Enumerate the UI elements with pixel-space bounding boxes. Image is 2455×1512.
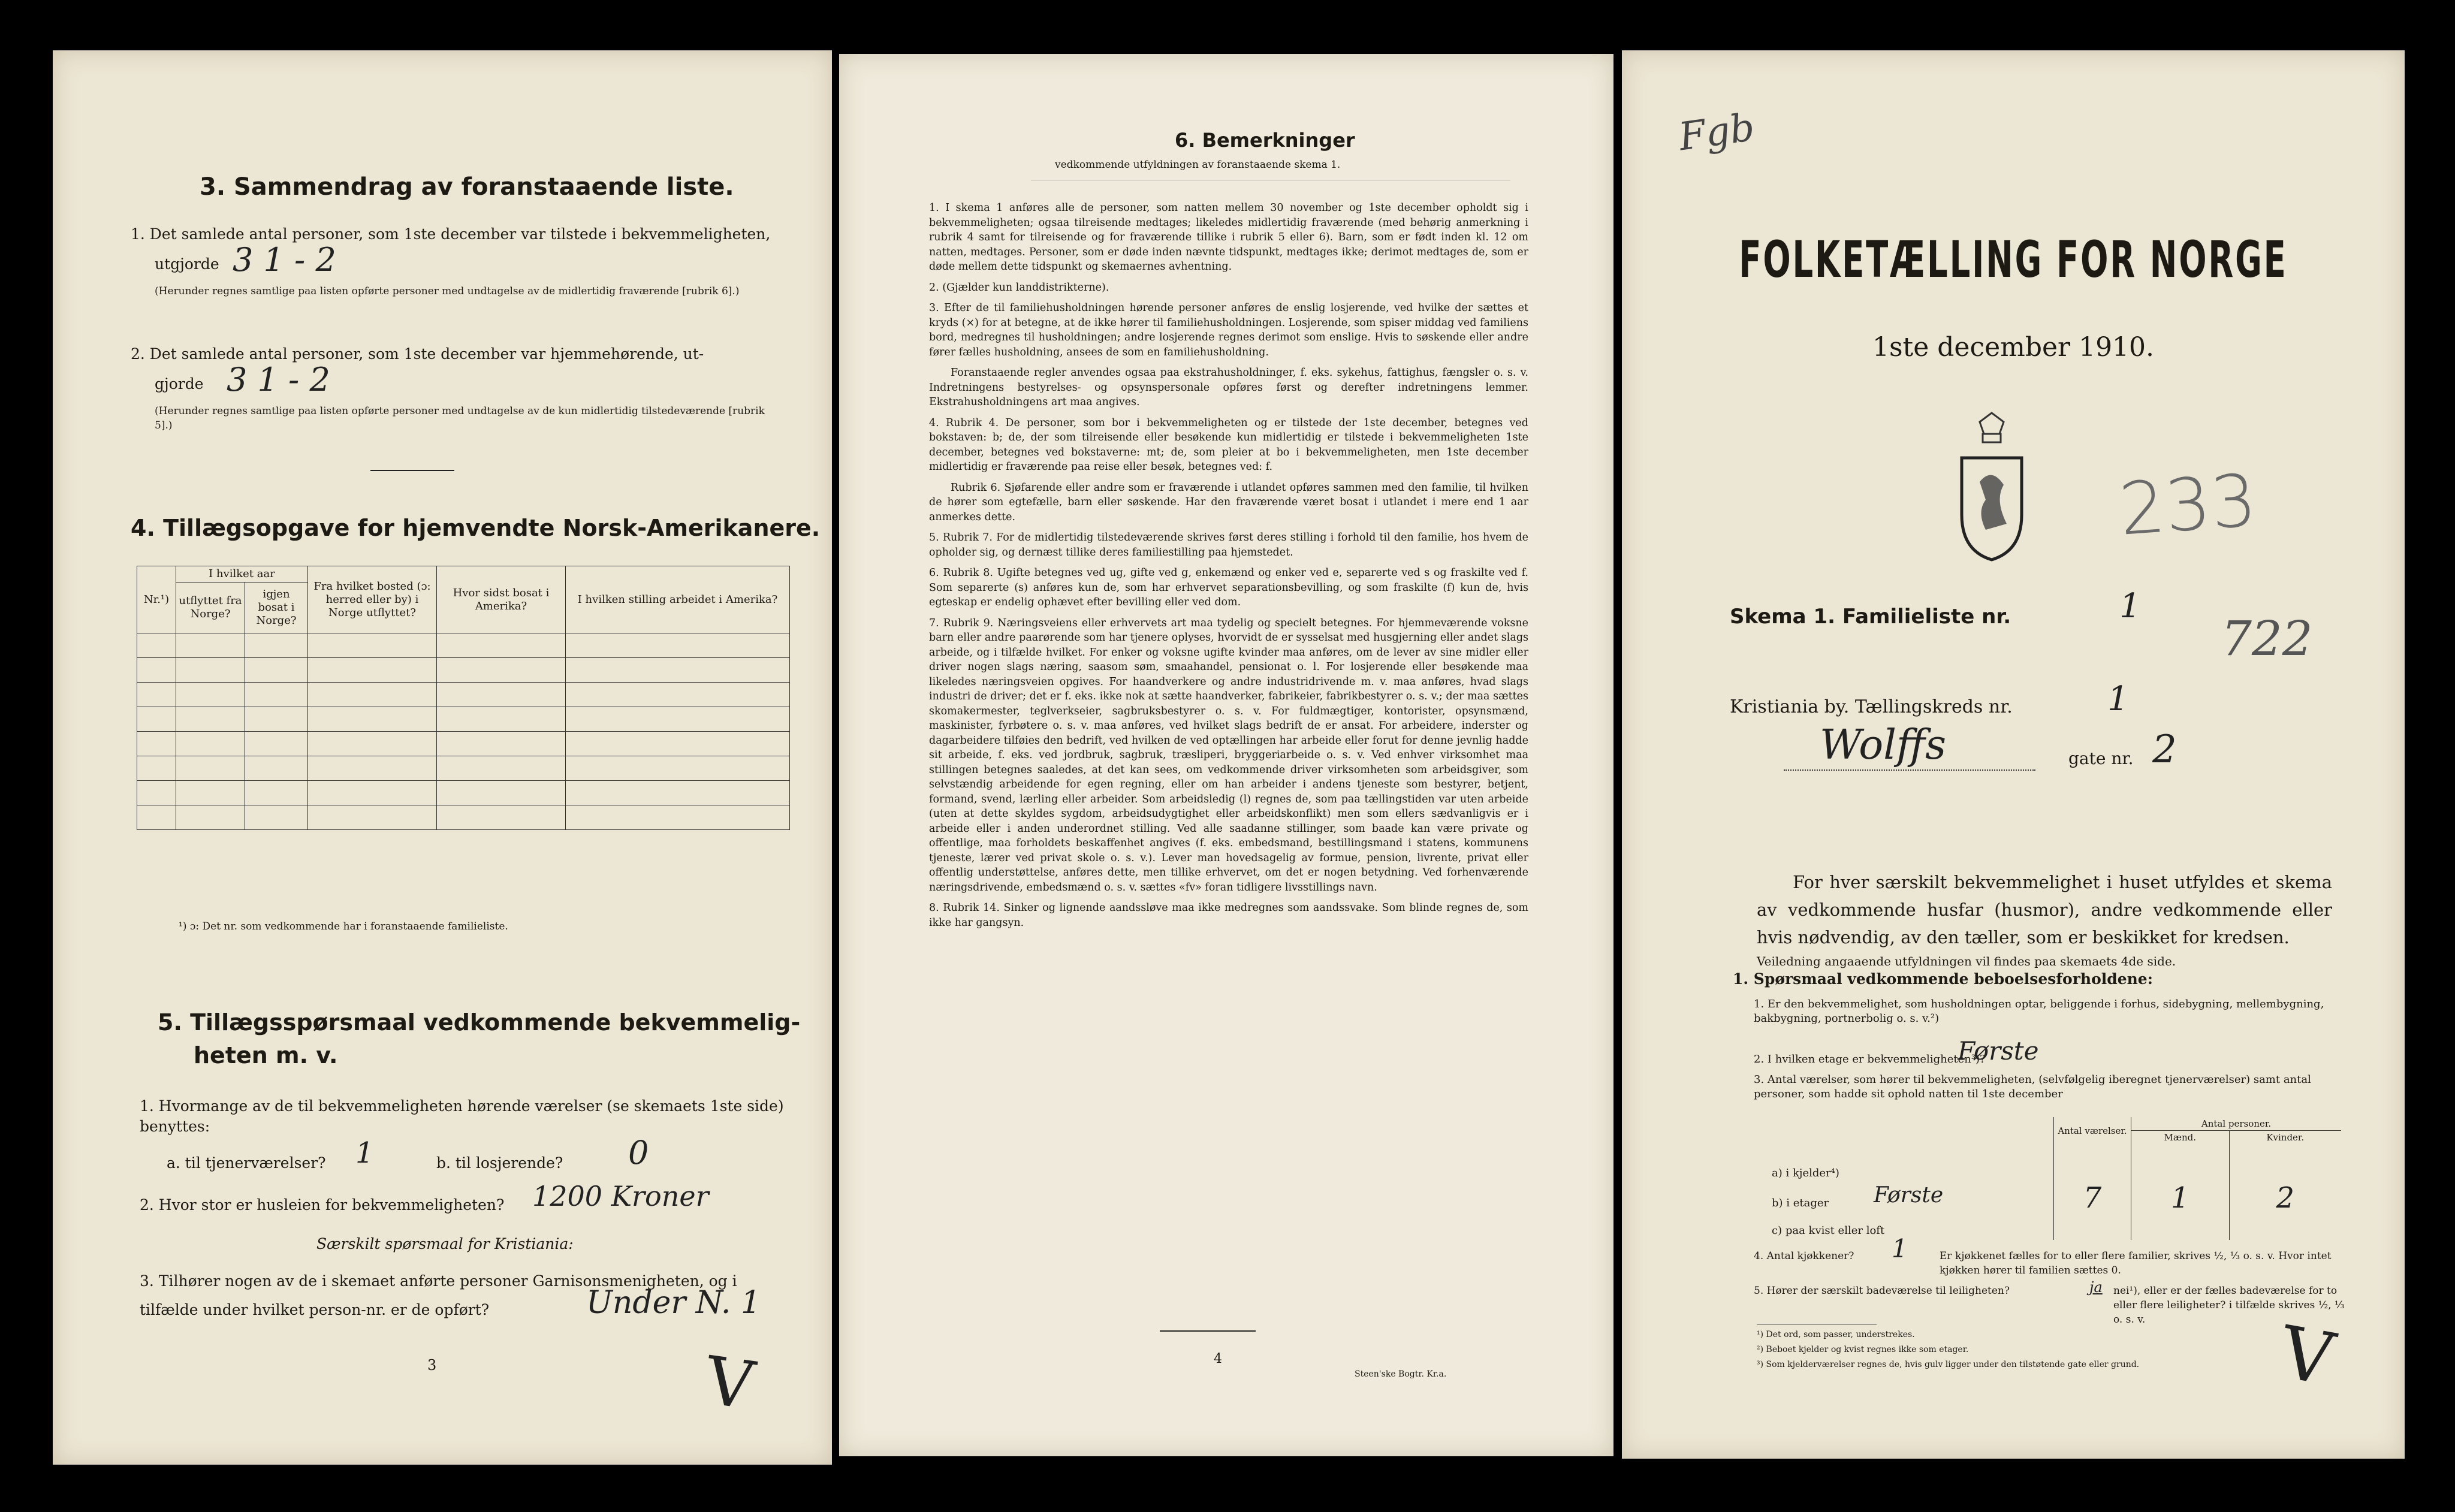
kjelder-maend bbox=[2131, 1144, 2230, 1180]
q5-bad: 5. Hører der særskilt badeværelse til leiligheten? bbox=[1754, 1285, 2010, 1297]
s5-q2-value: 1200 Kroner bbox=[532, 1180, 709, 1212]
col-stilling: I hvilken stilling arbeidet i Amerika? bbox=[566, 566, 790, 633]
q4-rest: Er kjøkkenet fælles for to eller flere familier, skrives ½, ⅓ o. s. v. Hvor intet kjøkken hører til familien sættes 0. bbox=[1940, 1250, 2332, 1276]
corner-mark: Fgb bbox=[1676, 105, 1757, 160]
s5-q1: 1. Hvormange av de til bekvemmeligheten hørende værelser (se skemaets 1ste side) benyttes: bbox=[140, 1097, 784, 1135]
norsk-amerikanere-table bbox=[137, 566, 790, 830]
bemerkning-5: 5. Rubrik 7. For de midlertidig tilstedeværende skrives først deres stilling i forhold til den familie, hos hvem de opholder sig, og dernæst tillike deres familiestilling paa hjemstedet. bbox=[929, 532, 1528, 559]
col-sidst: Hvor sidst bosat i Amerika? bbox=[437, 566, 566, 633]
extra-number: 722 bbox=[2221, 611, 2313, 666]
col-maend: Mænd. bbox=[2131, 1131, 2230, 1145]
divider bbox=[370, 470, 454, 471]
check-mark: V bbox=[2274, 1311, 2341, 1402]
coat-of-arms-icon bbox=[1953, 410, 2031, 566]
q3-vaerelser: 3. Antal værelser, som hører til bekvemmeligheten, (selvfølgelig iberegnet tjenerværelser) samt antal personer, som hadde sit ophold natten til 1ste december bbox=[1754, 1073, 2311, 1100]
bemerkning-3: 3. Efter de til familiehusholdningen hørende personer anføres de enslig losjerende, ved hvilke der sættes et kryds (×) for at betegne, at de ikke hører til familiehusholdningen. Losjerende, som spiser middag ved familiens bord, medregnes til husholdningen; andre losjerende regnes derimot som enslige. Hvis to søskende eller andre fører fælles husholdning, ansees de som en familiehusholdning. bbox=[929, 302, 1528, 358]
q1-text: 1. Det samlede antal personer, som 1ste december var tilstede i bekvemmeligheten, bbox=[131, 225, 771, 243]
q2-text: 2. Det samlede antal personer, som 1ste december var hjemmehørende, ut- bbox=[131, 345, 704, 363]
main-title: FOLKETÆLLING FOR NORGE bbox=[1739, 230, 2288, 289]
col-nr: Nr.¹) bbox=[137, 566, 176, 633]
q2-gjorde: gjorde bbox=[155, 375, 204, 393]
table-row bbox=[137, 707, 790, 732]
col-personer: Antal personer. bbox=[2131, 1117, 2342, 1131]
kristiania-label: Kristiania by. Tællingskreds nr. bbox=[1730, 696, 2013, 717]
check-mark: V bbox=[701, 1342, 759, 1425]
s5-q1b-value: 0 bbox=[628, 1134, 649, 1172]
col-fra: Fra hvilket bosted (ɔ: herred eller by) i Norge utflyttet? bbox=[308, 566, 437, 633]
page-middle bbox=[839, 54, 1613, 1456]
col-vaerelser: Antal værelser. bbox=[2054, 1117, 2131, 1144]
divider bbox=[1160, 1330, 1256, 1332]
table-row bbox=[137, 633, 790, 658]
table-row bbox=[137, 781, 790, 805]
printer-imprint: Steen'ske Bogtr. Kr.a. bbox=[1355, 1369, 1447, 1379]
q4-kjokkener: 4. Antal kjøkkener? bbox=[1754, 1250, 1854, 1262]
col-utflyttet: utflyttet fra Norge? bbox=[176, 583, 245, 633]
row-kvist-label: c) paa kvist eller loft bbox=[1772, 1224, 1885, 1237]
s5-q1a-value: 1 bbox=[355, 1136, 374, 1170]
row-etager-label: b) i etager bbox=[1772, 1197, 1829, 1209]
familieliste-nr: 1 bbox=[2119, 587, 2141, 626]
gate-label: gate nr. bbox=[2068, 749, 2134, 768]
intro-text: For hver særskilt bekvemmelighet i huset utfyldes et skema av vedkommende husfar (husmor), andre vedkommende eller hvis nødvendig, av den tæller, som er beskikket for kredsen. bbox=[1757, 872, 2332, 947]
section-3-title: 3. Sammendrag av foranstaaende liste. bbox=[200, 173, 734, 201]
table-row bbox=[137, 805, 790, 830]
page-right-cover bbox=[1622, 50, 2405, 1459]
bemerkning-6: 6. Rubrik 8. Ugifte betegnes ved ug, gifte ved g, enkemænd og enker ved e, separerte ved s og fraskilte ved f. Som separerte (s) anføres kun de, som har erhvervet separationsbevilling, og som fraskilte (f) kun de, hvis egteskap er endelig ophævet efter bevilling eller ved dom. bbox=[929, 567, 1528, 608]
s5-q1b: b. til losjerende? bbox=[436, 1154, 563, 1172]
table-row bbox=[2054, 1216, 2342, 1240]
s5-q3-value: Under N. 1 bbox=[586, 1285, 761, 1321]
q1-note: (Herunder regnes samtlige paa listen opførte personer med undtagelse av de midlertidig fraværende [rubrik 6].) bbox=[155, 285, 740, 297]
bemerkninger-subtitle: vedkommende utfyldningen av foranstaaende skema 1. bbox=[1055, 159, 1341, 171]
table-row bbox=[137, 732, 790, 756]
kvist-kvinder bbox=[2229, 1216, 2341, 1240]
s5-special: Særskilt spørsmaal for Kristiania: bbox=[316, 1235, 574, 1253]
table-row bbox=[137, 756, 790, 781]
q2-etage: 2. I hvilken etage er bekvemmeligheten³)? bbox=[1754, 1053, 1986, 1066]
table-footnote: ¹) ɔ: Det nr. som vedkommende har i foranstaaende familieliste. bbox=[179, 921, 508, 932]
etager-kvinder: 2 bbox=[2229, 1180, 2341, 1216]
table-row bbox=[2054, 1144, 2342, 1180]
guide-text: Veiledning angaaende utfyldningen vil findes paa skemaets 4de side. bbox=[1757, 954, 2176, 968]
section-5-title-1: 5. Tillægsspørsmaal vedkommende bekvemmelig- bbox=[158, 1009, 801, 1036]
bemerkninger-title: 6. Bemerkninger bbox=[1175, 129, 1355, 152]
s5-q2: 2. Hvor stor er husleien for bekvemmeligheten? bbox=[140, 1196, 505, 1214]
kvist-maend bbox=[2131, 1216, 2230, 1240]
rooms-persons-table bbox=[2053, 1117, 2341, 1240]
bemerkninger-body bbox=[929, 201, 1528, 936]
bemerkning-2: 2. (Gjælder kun landdistrikterne). bbox=[929, 281, 1109, 294]
s5-q1a: a. til tjenerværelser? bbox=[167, 1154, 326, 1172]
skema-label: Skema 1. Familieliste nr. bbox=[1730, 605, 2011, 629]
footnote-3: ³) Som kjelderværelser regnes de, hvis gulv ligger under den tilstøtende gate eller grund. bbox=[1757, 1360, 2140, 1369]
street-name: Wolffs bbox=[1820, 722, 1947, 769]
q5-value: ja bbox=[2089, 1279, 2103, 1296]
q5-rest: nei¹), eller er der fælles badeværelse for to eller flere leiligheter? i tilfælde skrives ½, ⅓ o. s. v. bbox=[2113, 1285, 2345, 1326]
etager-maend: 1 bbox=[2131, 1180, 2230, 1216]
gate-nr: 2 bbox=[2152, 728, 2177, 772]
section-4-title: 4. Tillægsopgave for hjemvendte Norsk-Amerikanere. bbox=[131, 515, 821, 541]
col-igjen: igjen bosat i Norge? bbox=[245, 583, 308, 633]
table-row bbox=[137, 658, 790, 683]
q1-utgjorde: utgjorde bbox=[155, 255, 219, 273]
bemerkning-4: 4. Rubrik 4. De personer, som bor i bekvemmeligheten og er tilstede der 1ste december, betegnes ved bokstaven: b; de, der som tilreisende eller besøkende kun midlertidig er tilstede i bekvemmeligheten 1ste december, betegnes ved bokstaverne: mt; de, som pleier at bo i bekvemmeligheten, men 1ste december midlertidig er fraværende paa reise eller besøk, betegnes ved: f. bbox=[929, 417, 1528, 473]
stamp-number: 233 bbox=[2116, 459, 2260, 552]
col-kvinder: Kvinder. bbox=[2229, 1131, 2341, 1145]
etager-vaerelser: 7 bbox=[2054, 1180, 2131, 1216]
q2-value: 3 1 - 2 bbox=[227, 361, 330, 399]
footnote-1: ¹) Det ord, som passer, understrekes. bbox=[1757, 1330, 1915, 1339]
kjelder-vaerelser bbox=[2054, 1144, 2131, 1180]
census-date: 1ste december 1910. bbox=[1872, 332, 2155, 363]
page-number: 3 bbox=[427, 1357, 437, 1374]
page-left bbox=[53, 50, 832, 1465]
street-dotline bbox=[1784, 769, 2035, 772]
bemerkning-4b: Rubrik 6. Sjøfarende eller andre som er fraværende i utlandet opføres sammen med den familie, til hvilken de hører som egtefælle, barn eller søskende. Har den fraværende været bosat i utlandet i mere end 1 aar anmerkes dette. bbox=[929, 481, 1528, 523]
section-5-title-2: heten m. v. bbox=[194, 1042, 338, 1069]
questions-head: 1. Spørsmaal vedkommende beboelsesforholdene: bbox=[1733, 970, 2153, 988]
q4-value: 1 bbox=[1892, 1234, 1908, 1263]
table-row bbox=[137, 683, 790, 707]
bemerkning-3b: Foranstaaende regler anvendes ogsaa paa ekstrahusholdninger, f. eks. sykehus, fattighus, fængsler o. s. v. Indretningens bestyrelses- og opsynspersonale opføres først og derefter indretningens lemmer. Ekstrahusholdningens art maa angives. bbox=[929, 367, 1528, 408]
page-number: 4 bbox=[1214, 1351, 1222, 1366]
bemerkning-8: 8. Rubrik 14. Sinker og lignende aandssløve maa ikke medregnes som aandssvake. Som blinde regnes de, som ikke har gangsyn. bbox=[929, 902, 1528, 929]
q2-note: (Herunder regnes samtlige paa listen opførte personer med undtagelse av de kun midlertidig tilstedeværende [rubrik 5].) bbox=[155, 405, 765, 431]
row-etager-value: Første bbox=[1874, 1183, 1944, 1208]
col-aar: I hvilket aar bbox=[176, 566, 308, 583]
table-row bbox=[2054, 1180, 2342, 1216]
bemerkning-7: 7. Rubrik 9. Næringsveiens eller erhvervets art maa tydelig og specielt betegnes. For hjemmeværende voksne barn eller andre paarørende som har tjenere oplyses, hvorvidt de er sysselsat med husgjerning eller andet slags arbeide, og i tilfælde hvilket. For enker og voksne ugifte kvinder maa anføres, om de lever av sine midler eller driver nogen slags næring, saasom søm, smaahandel, pensionat o. l. For losjerende eller besøkende maa likeledes næringsveien opgives. For haandverkere og andre industridrivende m. v. maa anføres, hvad slags industri de driver; det er f. eks. ikke nok at sætte haandverker, fabrikeier, fabrikbestyrer o. s. v.; der maa sættes skomakermester, teglverkseier, sagbruksbestyrer o. s. v. For fuldmægtiger, kontorister, opsynsmænd, maskinister, fyrbøtere o. s. v. maa anføres, ved hvilket slags bedrift de er ansat. For arbeidere, inderster og dagarbeidere tilføies den bedrift, ved hvilken de ved optællingen har arbeide eller forut for denne jevnlig hadde sit arbeide, f. eks. ved jordbruk, sagbruk, træsliperi, bryggeriarbeide o. s. v. Ved enhver virksomhet maa stillingen betegnes saaledes, at det kan sees, om vedkommende driver virksomheten som arbeidsgiver, som selvstændig arbeidende for egen regning, eller om han arbeider i andens tjeneste som bestyrer, betjent, formand, svend, lærling eller arbeider. Som arbeidsledig (l) regnes de, som paa tællingstiden var uten arbeide (uten at dette skyldes sygdom, arbeidsudygtighet eller arbeidskonflikt) men som ellers sædvanligvis er i arbeide eller i anden underordnet stilling. Ved alle saadanne stillinger, som baade kan være private og offentlige, maa forholdets beskaffenhet angives (f. eks. embedsmand, bestillingsmand i statens, kommunens tjeneste, lærer ved privat skole o. s. v.). Lever man hovedsagelig av formue, pension, livrente, privat eller offentlig understøttelse, anføres dette, men tillike erhvervet, om det er nogen betydning. Ved forhenværende næringsdrivende, embedsmænd o. s. v. sættes «fv» foran tidligere livsstillings navn. bbox=[929, 617, 1528, 894]
q1-beliggenhet: 1. Er den bekvemmelighet, som husholdningen optar, beliggende i forhus, sidebygning, mellembygning, bakbygning, portnerbolig o. s. v.²) bbox=[1754, 998, 2324, 1025]
footnote-2: ²) Beboet kjelder og kvist regnes ikke som etager. bbox=[1757, 1345, 1969, 1354]
s5-q3: 3. Tilhører nogen av de i skemaet anførte personer Garnisonsmenigheten, og i tilfælde under hvilket person-nr. er de opført? bbox=[140, 1272, 737, 1318]
kvist-vaerelser bbox=[2054, 1216, 2131, 1240]
row-kjelder-label: a) i kjelder⁴) bbox=[1772, 1167, 1839, 1179]
kreds-nr: 1 bbox=[2107, 680, 2129, 719]
q1-value: 3 1 - 2 bbox=[233, 241, 336, 279]
bemerkning-1: 1. I skema 1 anføres alle de personer, som natten mellem 30 november og 1ste december opholdt sig i bekvemmeligheten; ogsaa tilreisende medtages; likeledes midlertidig fraværende (med behørig anmerkning i rubrik 4 samt for tilreisende og for fraværende tillike i rubrik 5 eller 6). Barn, som er født inden kl. 12 om natten, medtages. Personer, som er døde inden nævnte tidspunkt, medtages ikke; derimot medtages de, som er døde mellem dette tidspunkt og skemaernes avhentning. bbox=[929, 202, 1528, 273]
kjelder-kvinder bbox=[2229, 1144, 2341, 1180]
q2-etage-value: Første bbox=[1958, 1036, 2039, 1066]
